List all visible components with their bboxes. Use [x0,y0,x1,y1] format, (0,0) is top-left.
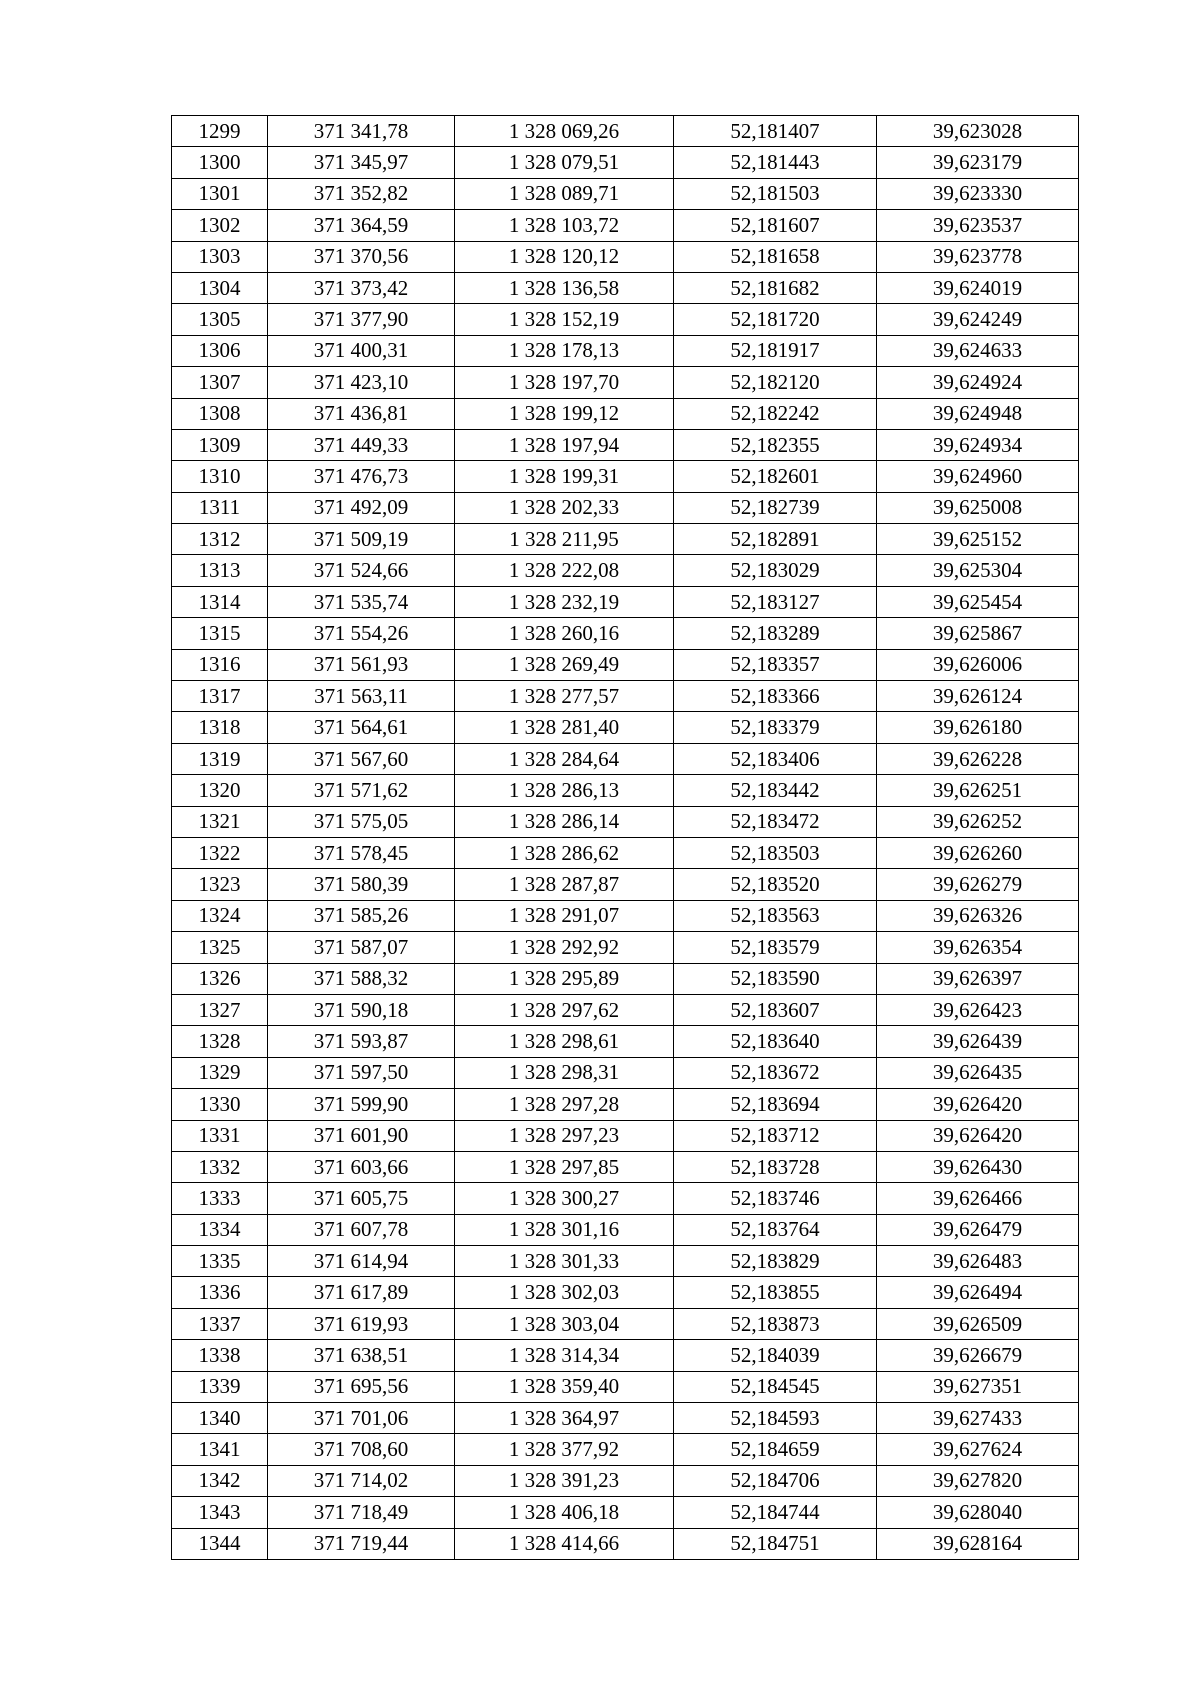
longitude-cell: 39,623330 [877,178,1079,209]
table-row [172,649,1079,680]
y-coordinate-cell: 1 328 406,18 [455,1497,674,1528]
latitude-cell: 52,183029 [674,555,877,586]
table-row [172,994,1079,1025]
table-row [172,492,1079,523]
latitude-cell: 52,183289 [674,618,877,649]
x-coordinate-cell: 371 599,90 [268,1089,455,1120]
y-coordinate-cell: 1 328 364,97 [455,1403,674,1434]
point-number-cell: 1312 [172,524,268,555]
longitude-cell: 39,626679 [877,1340,1079,1371]
x-coordinate-cell: 371 708,60 [268,1434,455,1465]
point-number-cell: 1323 [172,869,268,900]
x-coordinate-cell: 371 352,82 [268,178,455,209]
table-row [172,837,1079,868]
x-coordinate-cell: 371 449,33 [268,429,455,460]
y-coordinate-cell: 1 328 297,85 [455,1151,674,1182]
y-coordinate-cell: 1 328 377,92 [455,1434,674,1465]
latitude-cell: 52,181407 [674,116,877,147]
latitude-cell: 52,181503 [674,178,877,209]
x-coordinate-cell: 371 436,81 [268,398,455,429]
longitude-cell: 39,626420 [877,1089,1079,1120]
longitude-cell: 39,626466 [877,1183,1079,1214]
table-row [172,178,1079,209]
longitude-cell: 39,627820 [877,1465,1079,1496]
table-row [172,461,1079,492]
y-coordinate-cell: 1 328 298,61 [455,1026,674,1057]
latitude-cell: 52,183728 [674,1151,877,1182]
latitude-cell: 52,183406 [674,743,877,774]
x-coordinate-cell: 371 563,11 [268,681,455,712]
table-row [172,1026,1079,1057]
x-coordinate-cell: 371 638,51 [268,1340,455,1371]
latitude-cell: 52,183694 [674,1089,877,1120]
table-row [172,1151,1079,1182]
longitude-cell: 39,626260 [877,837,1079,868]
y-coordinate-cell: 1 328 211,95 [455,524,674,555]
table-row [172,1497,1079,1528]
table-row [172,869,1079,900]
table-row [172,932,1079,963]
x-coordinate-cell: 371 701,06 [268,1403,455,1434]
point-number-cell: 1321 [172,806,268,837]
y-coordinate-cell: 1 328 295,89 [455,963,674,994]
longitude-cell: 39,624924 [877,367,1079,398]
y-coordinate-cell: 1 328 284,64 [455,743,674,774]
longitude-cell: 39,626423 [877,994,1079,1025]
x-coordinate-cell: 371 400,31 [268,335,455,366]
longitude-cell: 39,625304 [877,555,1079,586]
y-coordinate-cell: 1 328 297,23 [455,1120,674,1151]
table-row [172,429,1079,460]
longitude-cell: 39,626439 [877,1026,1079,1057]
y-coordinate-cell: 1 328 298,31 [455,1057,674,1088]
y-coordinate-cell: 1 328 069,26 [455,116,674,147]
y-coordinate-cell: 1 328 286,62 [455,837,674,868]
point-number-cell: 1337 [172,1308,268,1339]
latitude-cell: 52,183640 [674,1026,877,1057]
y-coordinate-cell: 1 328 301,16 [455,1214,674,1245]
point-number-cell: 1300 [172,147,268,178]
x-coordinate-cell: 371 605,75 [268,1183,455,1214]
point-number-cell: 1318 [172,712,268,743]
table-row [172,1465,1079,1496]
latitude-cell: 52,184751 [674,1528,877,1559]
latitude-cell: 52,183472 [674,806,877,837]
y-coordinate-cell: 1 328 178,13 [455,335,674,366]
y-coordinate-cell: 1 328 301,33 [455,1246,674,1277]
point-number-cell: 1322 [172,837,268,868]
longitude-cell: 39,626354 [877,932,1079,963]
table-row [172,116,1079,147]
table-row [172,147,1079,178]
x-coordinate-cell: 371 492,09 [268,492,455,523]
latitude-cell: 52,184039 [674,1340,877,1371]
latitude-cell: 52,183520 [674,869,877,900]
table-row [172,1371,1079,1402]
latitude-cell: 52,182601 [674,461,877,492]
y-coordinate-cell: 1 328 314,34 [455,1340,674,1371]
table-row [172,1403,1079,1434]
table-row [172,1089,1079,1120]
table-row [172,210,1079,241]
longitude-cell: 39,625454 [877,586,1079,617]
longitude-cell: 39,624934 [877,429,1079,460]
longitude-cell: 39,624960 [877,461,1079,492]
table-row [172,1277,1079,1308]
y-coordinate-cell: 1 328 286,14 [455,806,674,837]
longitude-cell: 39,624249 [877,304,1079,335]
latitude-cell: 52,183442 [674,775,877,806]
x-coordinate-cell: 371 377,90 [268,304,455,335]
y-coordinate-cell: 1 328 269,49 [455,649,674,680]
longitude-cell: 39,626252 [877,806,1079,837]
longitude-cell: 39,626124 [877,681,1079,712]
latitude-cell: 52,184706 [674,1465,877,1496]
longitude-cell: 39,623778 [877,241,1079,272]
point-number-cell: 1341 [172,1434,268,1465]
point-number-cell: 1329 [172,1057,268,1088]
longitude-cell: 39,626435 [877,1057,1079,1088]
latitude-cell: 52,183607 [674,994,877,1025]
point-number-cell: 1344 [172,1528,268,1559]
y-coordinate-cell: 1 328 232,19 [455,586,674,617]
point-number-cell: 1334 [172,1214,268,1245]
y-coordinate-cell: 1 328 152,19 [455,304,674,335]
y-coordinate-cell: 1 328 199,12 [455,398,674,429]
y-coordinate-cell: 1 328 202,33 [455,492,674,523]
latitude-cell: 52,181443 [674,147,877,178]
x-coordinate-cell: 371 423,10 [268,367,455,398]
table-row [172,618,1079,649]
latitude-cell: 52,183764 [674,1214,877,1245]
y-coordinate-cell: 1 328 286,13 [455,775,674,806]
x-coordinate-cell: 371 603,66 [268,1151,455,1182]
point-number-cell: 1325 [172,932,268,963]
longitude-cell: 39,623179 [877,147,1079,178]
point-number-cell: 1301 [172,178,268,209]
table-row [172,681,1079,712]
table-row [172,775,1079,806]
table-row [172,272,1079,303]
point-number-cell: 1319 [172,743,268,774]
x-coordinate-cell: 371 695,56 [268,1371,455,1402]
longitude-cell: 39,625008 [877,492,1079,523]
table-row [172,335,1079,366]
point-number-cell: 1320 [172,775,268,806]
table-row [172,524,1079,555]
x-coordinate-cell: 371 718,49 [268,1497,455,1528]
latitude-cell: 52,183855 [674,1277,877,1308]
x-coordinate-cell: 371 341,78 [268,116,455,147]
x-coordinate-cell: 371 370,56 [268,241,455,272]
y-coordinate-cell: 1 328 199,31 [455,461,674,492]
latitude-cell: 52,182120 [674,367,877,398]
y-coordinate-cell: 1 328 120,12 [455,241,674,272]
point-number-cell: 1302 [172,210,268,241]
x-coordinate-cell: 371 607,78 [268,1214,455,1245]
longitude-cell: 39,626420 [877,1120,1079,1151]
y-coordinate-cell: 1 328 297,62 [455,994,674,1025]
point-number-cell: 1305 [172,304,268,335]
coordinates-table [171,115,1079,1560]
latitude-cell: 52,183366 [674,681,877,712]
latitude-cell: 52,181720 [674,304,877,335]
x-coordinate-cell: 371 345,97 [268,147,455,178]
longitude-cell: 39,626279 [877,869,1079,900]
point-number-cell: 1307 [172,367,268,398]
latitude-cell: 52,183563 [674,900,877,931]
latitude-cell: 52,183746 [674,1183,877,1214]
table-row [172,1246,1079,1277]
x-coordinate-cell: 371 614,94 [268,1246,455,1277]
y-coordinate-cell: 1 328 292,92 [455,932,674,963]
table-row [172,1057,1079,1088]
x-coordinate-cell: 371 476,73 [268,461,455,492]
point-number-cell: 1339 [172,1371,268,1402]
longitude-cell: 39,624633 [877,335,1079,366]
point-number-cell: 1336 [172,1277,268,1308]
y-coordinate-cell: 1 328 079,51 [455,147,674,178]
point-number-cell: 1332 [172,1151,268,1182]
y-coordinate-cell: 1 328 089,71 [455,178,674,209]
y-coordinate-cell: 1 328 303,04 [455,1308,674,1339]
table-row [172,398,1079,429]
point-number-cell: 1338 [172,1340,268,1371]
table-row [172,1214,1079,1245]
point-number-cell: 1303 [172,241,268,272]
point-number-cell: 1324 [172,900,268,931]
longitude-cell: 39,626180 [877,712,1079,743]
latitude-cell: 52,183579 [674,932,877,963]
latitude-cell: 52,181917 [674,335,877,366]
y-coordinate-cell: 1 328 302,03 [455,1277,674,1308]
table-row [172,241,1079,272]
table-row [172,1528,1079,1559]
x-coordinate-cell: 371 561,93 [268,649,455,680]
point-number-cell: 1328 [172,1026,268,1057]
point-number-cell: 1343 [172,1497,268,1528]
point-number-cell: 1317 [172,681,268,712]
point-number-cell: 1315 [172,618,268,649]
x-coordinate-cell: 371 571,62 [268,775,455,806]
latitude-cell: 52,182242 [674,398,877,429]
table-row [172,1434,1079,1465]
longitude-cell: 39,626228 [877,743,1079,774]
y-coordinate-cell: 1 328 297,28 [455,1089,674,1120]
longitude-cell: 39,626483 [877,1246,1079,1277]
y-coordinate-cell: 1 328 291,07 [455,900,674,931]
x-coordinate-cell: 371 575,05 [268,806,455,837]
x-coordinate-cell: 371 593,87 [268,1026,455,1057]
x-coordinate-cell: 371 364,59 [268,210,455,241]
longitude-cell: 39,627624 [877,1434,1079,1465]
longitude-cell: 39,623028 [877,116,1079,147]
x-coordinate-cell: 371 564,61 [268,712,455,743]
point-number-cell: 1310 [172,461,268,492]
longitude-cell: 39,626494 [877,1277,1079,1308]
latitude-cell: 52,183829 [674,1246,877,1277]
x-coordinate-cell: 371 617,89 [268,1277,455,1308]
y-coordinate-cell: 1 328 197,70 [455,367,674,398]
y-coordinate-cell: 1 328 287,87 [455,869,674,900]
x-coordinate-cell: 371 597,50 [268,1057,455,1088]
point-number-cell: 1316 [172,649,268,680]
table-row [172,963,1079,994]
point-number-cell: 1330 [172,1089,268,1120]
x-coordinate-cell: 371 585,26 [268,900,455,931]
y-coordinate-cell: 1 328 277,57 [455,681,674,712]
table-row [172,1340,1079,1371]
latitude-cell: 52,184659 [674,1434,877,1465]
longitude-cell: 39,628040 [877,1497,1079,1528]
table-row [172,743,1079,774]
x-coordinate-cell: 371 554,26 [268,618,455,649]
y-coordinate-cell: 1 328 222,08 [455,555,674,586]
x-coordinate-cell: 371 535,74 [268,586,455,617]
longitude-cell: 39,625152 [877,524,1079,555]
x-coordinate-cell: 371 601,90 [268,1120,455,1151]
point-number-cell: 1326 [172,963,268,994]
y-coordinate-cell: 1 328 391,23 [455,1465,674,1496]
table-row [172,1308,1079,1339]
longitude-cell: 39,628164 [877,1528,1079,1559]
x-coordinate-cell: 371 524,66 [268,555,455,586]
longitude-cell: 39,626251 [877,775,1079,806]
table-row [172,367,1079,398]
table-row [172,712,1079,743]
latitude-cell: 52,183672 [674,1057,877,1088]
latitude-cell: 52,181682 [674,272,877,303]
x-coordinate-cell: 371 714,02 [268,1465,455,1496]
latitude-cell: 52,184744 [674,1497,877,1528]
longitude-cell: 39,624019 [877,272,1079,303]
latitude-cell: 52,182739 [674,492,877,523]
longitude-cell: 39,626479 [877,1214,1079,1245]
table-row [172,586,1079,617]
table-row [172,1183,1079,1214]
latitude-cell: 52,181607 [674,210,877,241]
table-row [172,900,1079,931]
latitude-cell: 52,184593 [674,1403,877,1434]
latitude-cell: 52,183127 [674,586,877,617]
y-coordinate-cell: 1 328 197,94 [455,429,674,460]
table-row [172,1120,1079,1151]
longitude-cell: 39,623537 [877,210,1079,241]
y-coordinate-cell: 1 328 359,40 [455,1371,674,1402]
x-coordinate-cell: 371 619,93 [268,1308,455,1339]
latitude-cell: 52,184545 [674,1371,877,1402]
x-coordinate-cell: 371 590,18 [268,994,455,1025]
point-number-cell: 1327 [172,994,268,1025]
x-coordinate-cell: 371 587,07 [268,932,455,963]
latitude-cell: 52,182891 [674,524,877,555]
latitude-cell: 52,183503 [674,837,877,868]
point-number-cell: 1308 [172,398,268,429]
latitude-cell: 52,181658 [674,241,877,272]
x-coordinate-cell: 371 580,39 [268,869,455,900]
coordinates-table-body [172,116,1079,1560]
point-number-cell: 1335 [172,1246,268,1277]
y-coordinate-cell: 1 328 281,40 [455,712,674,743]
point-number-cell: 1311 [172,492,268,523]
latitude-cell: 52,183379 [674,712,877,743]
latitude-cell: 52,183590 [674,963,877,994]
point-number-cell: 1313 [172,555,268,586]
table-row [172,555,1079,586]
table-row [172,304,1079,335]
latitude-cell: 52,183357 [674,649,877,680]
y-coordinate-cell: 1 328 103,72 [455,210,674,241]
latitude-cell: 52,183873 [674,1308,877,1339]
latitude-cell: 52,182355 [674,429,877,460]
point-number-cell: 1314 [172,586,268,617]
point-number-cell: 1340 [172,1403,268,1434]
x-coordinate-cell: 371 719,44 [268,1528,455,1559]
x-coordinate-cell: 371 373,42 [268,272,455,303]
point-number-cell: 1306 [172,335,268,366]
point-number-cell: 1331 [172,1120,268,1151]
longitude-cell: 39,626509 [877,1308,1079,1339]
point-number-cell: 1333 [172,1183,268,1214]
y-coordinate-cell: 1 328 300,27 [455,1183,674,1214]
longitude-cell: 39,626326 [877,900,1079,931]
y-coordinate-cell: 1 328 136,58 [455,272,674,303]
x-coordinate-cell: 371 567,60 [268,743,455,774]
longitude-cell: 39,627433 [877,1403,1079,1434]
x-coordinate-cell: 371 578,45 [268,837,455,868]
point-number-cell: 1299 [172,116,268,147]
y-coordinate-cell: 1 328 414,66 [455,1528,674,1559]
latitude-cell: 52,183712 [674,1120,877,1151]
x-coordinate-cell: 371 588,32 [268,963,455,994]
x-coordinate-cell: 371 509,19 [268,524,455,555]
longitude-cell: 39,624948 [877,398,1079,429]
longitude-cell: 39,626397 [877,963,1079,994]
point-number-cell: 1342 [172,1465,268,1496]
longitude-cell: 39,627351 [877,1371,1079,1402]
table-row [172,806,1079,837]
point-number-cell: 1304 [172,272,268,303]
point-number-cell: 1309 [172,429,268,460]
longitude-cell: 39,625867 [877,618,1079,649]
longitude-cell: 39,626006 [877,649,1079,680]
longitude-cell: 39,626430 [877,1151,1079,1182]
y-coordinate-cell: 1 328 260,16 [455,618,674,649]
